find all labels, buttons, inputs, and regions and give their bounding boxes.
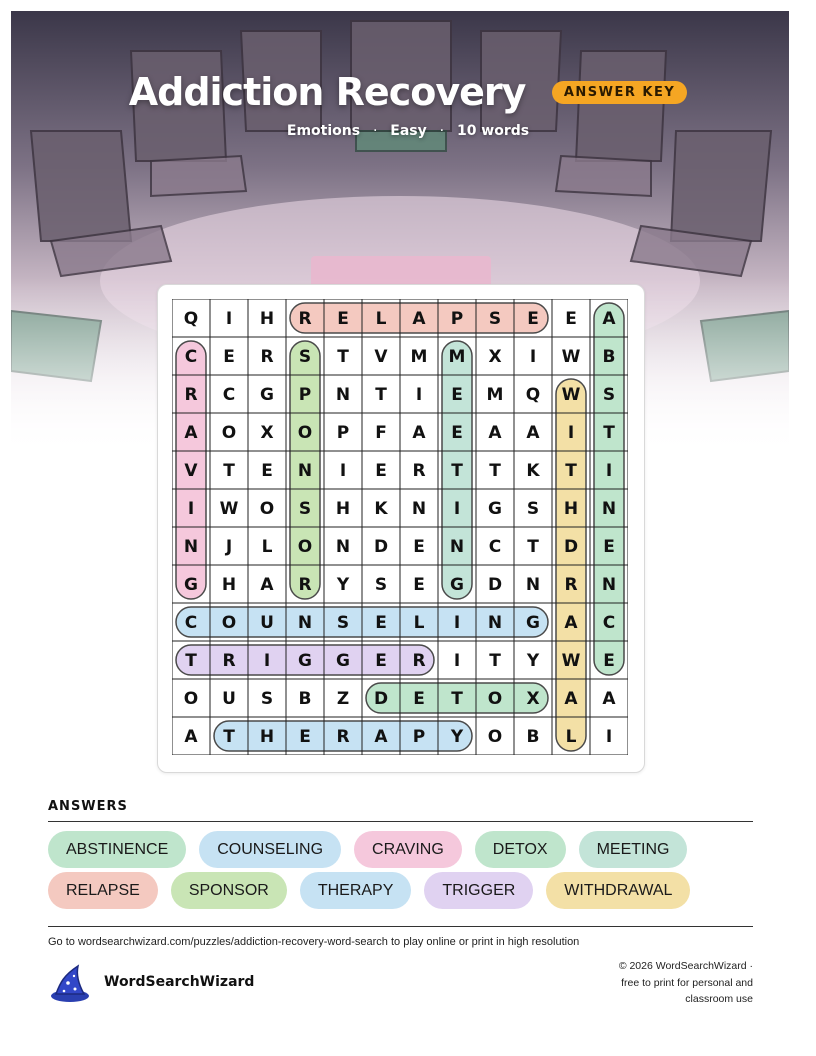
- grid-cell[interactable]: N: [297, 461, 313, 481]
- answer-chip-sponsor: SPONSOR: [171, 872, 287, 909]
- copyright-line: © 2026 WordSearchWizard ·: [618, 960, 753, 972]
- grid-cell[interactable]: R: [184, 385, 198, 405]
- grid-cell[interactable]: T: [185, 651, 197, 671]
- grid-cell[interactable]: S: [260, 689, 274, 709]
- answer-chip-craving: CRAVING: [354, 831, 462, 868]
- grid-cell[interactable]: T: [489, 461, 501, 481]
- grid-cell[interactable]: X: [526, 689, 540, 709]
- grid-cell[interactable]: E: [299, 727, 311, 747]
- answers-divider: [48, 821, 753, 822]
- grid-cell[interactable]: P: [298, 385, 312, 405]
- grid-cell[interactable]: E: [603, 537, 615, 557]
- puzzle-meta: [0, 123, 816, 139]
- grid-cell[interactable]: O: [221, 423, 237, 443]
- grid-cell[interactable]: A: [260, 575, 274, 595]
- grid-cell[interactable]: G: [526, 613, 540, 633]
- grid-cell[interactable]: C: [184, 613, 198, 633]
- grid-cell[interactable]: G: [488, 499, 502, 519]
- grid-cell[interactable]: T: [223, 461, 235, 481]
- grid-cell[interactable]: I: [567, 423, 575, 443]
- grid-cell[interactable]: N: [487, 613, 503, 633]
- grid-cell[interactable]: T: [223, 727, 235, 747]
- grid-cell[interactable]: E: [337, 309, 349, 329]
- grid-cell[interactable]: T: [337, 347, 349, 367]
- grid-cell[interactable]: U: [260, 613, 274, 633]
- grid-cell[interactable]: O: [221, 613, 237, 633]
- grid-cell[interactable]: I: [225, 309, 233, 329]
- grid-cell[interactable]: H: [221, 575, 237, 595]
- grid-cell[interactable]: L: [565, 727, 577, 747]
- grid-cell[interactable]: N: [601, 499, 617, 519]
- grid-cell[interactable]: S: [298, 499, 312, 519]
- grid-cell[interactable]: F: [375, 423, 387, 443]
- grid-cell[interactable]: C: [488, 537, 502, 557]
- grid-cell[interactable]: S: [336, 613, 350, 633]
- copyright: [553, 958, 753, 1008]
- grid-cell[interactable]: L: [261, 537, 273, 557]
- grid-cell[interactable]: N: [525, 575, 541, 595]
- grid-cell[interactable]: R: [412, 651, 426, 671]
- grid-cell[interactable]: T: [451, 461, 463, 481]
- grid-cell[interactable]: A: [602, 309, 616, 329]
- grid-cell[interactable]: D: [373, 689, 389, 709]
- grid-cell[interactable]: E: [451, 423, 463, 443]
- grid-cell[interactable]: G: [298, 651, 312, 671]
- grid-cell[interactable]: R: [564, 575, 578, 595]
- grid-cell[interactable]: O: [183, 689, 199, 709]
- grid-cell[interactable]: I: [263, 651, 271, 671]
- answer-row: [48, 831, 768, 868]
- answer-chip-relapse: RELAPSE: [48, 872, 158, 909]
- grid-cell[interactable]: E: [261, 461, 273, 481]
- title-row: [0, 70, 816, 114]
- grid-cell[interactable]: X: [260, 423, 274, 443]
- grid-cell[interactable]: A: [564, 613, 578, 633]
- grid-cell[interactable]: E: [413, 575, 425, 595]
- grid-cell[interactable]: H: [259, 727, 275, 747]
- grid-cell[interactable]: T: [565, 461, 577, 481]
- grid-cell[interactable]: P: [336, 423, 350, 443]
- grid-cell[interactable]: H: [335, 499, 351, 519]
- grid-cell[interactable]: H: [563, 499, 579, 519]
- grid-cell[interactable]: D: [563, 537, 579, 557]
- grid-cell[interactable]: O: [297, 537, 313, 557]
- grid-cell[interactable]: S: [374, 575, 388, 595]
- grid-cell[interactable]: R: [336, 727, 350, 747]
- grid-cell[interactable]: W: [219, 499, 239, 519]
- copyright-line: classroom use: [685, 993, 753, 1005]
- grid-cell[interactable]: S: [488, 309, 502, 329]
- grid-cell[interactable]: E: [375, 651, 387, 671]
- grid-cell[interactable]: A: [184, 727, 198, 747]
- grid-cell[interactable]: A: [602, 689, 616, 709]
- grid-cell[interactable]: G: [260, 385, 274, 405]
- grid-cell[interactable]: W: [561, 347, 581, 367]
- grid-cell[interactable]: A: [526, 423, 540, 443]
- grid-cell[interactable]: M: [486, 385, 504, 405]
- grid-cell[interactable]: N: [183, 537, 199, 557]
- grid-cell[interactable]: I: [415, 385, 423, 405]
- answers-heading: ANSWERS: [48, 799, 128, 814]
- grid-cell[interactable]: B: [298, 689, 312, 709]
- grid-cell[interactable]: B: [602, 347, 616, 367]
- answer-chip-abstinence: ABSTINENCE: [48, 831, 186, 868]
- grid-cell[interactable]: O: [259, 499, 275, 519]
- grid-cell[interactable]: G: [450, 575, 464, 595]
- grid-cell[interactable]: I: [605, 727, 613, 747]
- grid-cell[interactable]: W: [561, 385, 581, 405]
- grid-cell[interactable]: N: [335, 537, 351, 557]
- grid-cell[interactable]: D: [487, 575, 503, 595]
- grid-cell[interactable]: I: [605, 461, 613, 481]
- brand-name: WordSearchWizard: [104, 974, 255, 990]
- grid-cell[interactable]: Z: [336, 689, 350, 709]
- copyright-line: free to print for personal and: [621, 976, 753, 989]
- grid-cell[interactable]: I: [453, 651, 461, 671]
- grid-cell[interactable]: I: [453, 499, 461, 519]
- grid-cell[interactable]: G: [184, 575, 198, 595]
- grid-cell[interactable]: R: [260, 347, 274, 367]
- grid-cell[interactable]: L: [413, 613, 425, 633]
- meta-separator: ·: [439, 123, 445, 139]
- grid-cell[interactable]: R: [412, 461, 426, 481]
- grid-cell[interactable]: E: [527, 309, 539, 329]
- grid-cell[interactable]: O: [487, 727, 503, 747]
- grid-cell[interactable]: N: [449, 537, 465, 557]
- grid-cell[interactable]: T: [527, 537, 539, 557]
- answer-chip-counseling: COUNSELING: [199, 831, 341, 868]
- footer-url-text: Go to wordsearchwizard.com/puzzles/addiction-recovery-word-search to play online or print in high resolution: [48, 936, 580, 948]
- grid-cell[interactable]: E: [375, 613, 387, 633]
- answer-chip-meeting: MEETING: [579, 831, 688, 868]
- grid-cell[interactable]: E: [375, 461, 387, 481]
- grid-cell[interactable]: E: [223, 347, 235, 367]
- page-title: Addiction Recovery: [128, 70, 526, 114]
- grid-cell[interactable]: A: [184, 423, 198, 443]
- grid-cell[interactable]: C: [184, 347, 198, 367]
- grid-cell[interactable]: Q: [183, 309, 199, 329]
- grid-cell[interactable]: N: [297, 613, 313, 633]
- grid-cell[interactable]: A: [412, 423, 426, 443]
- difficulty-label: Easy: [390, 123, 427, 139]
- grid-cell[interactable]: T: [451, 689, 463, 709]
- footer-divider: [48, 926, 753, 927]
- answer-chip-therapy: THERAPY: [300, 872, 412, 909]
- grid-cell[interactable]: N: [335, 385, 351, 405]
- grid-cell[interactable]: E: [603, 651, 615, 671]
- grid-cell[interactable]: B: [526, 727, 540, 747]
- grid-cell[interactable]: T: [375, 385, 387, 405]
- grid-cell[interactable]: Y: [336, 575, 350, 595]
- answer-list: [48, 831, 768, 913]
- answer-chip-detox: DETOX: [475, 831, 566, 868]
- answer-chip-trigger: TRIGGER: [424, 872, 533, 909]
- grid-cell[interactable]: A: [488, 423, 502, 443]
- grid-cell[interactable]: D: [373, 537, 389, 557]
- grid-cell[interactable]: A: [564, 689, 578, 709]
- grid-cell[interactable]: S: [602, 385, 616, 405]
- grid-cell[interactable]: R: [298, 575, 312, 595]
- grid-cell[interactable]: S: [526, 499, 540, 519]
- grid-cell[interactable]: T: [603, 423, 615, 443]
- grid-cell[interactable]: H: [259, 309, 275, 329]
- grid-cell[interactable]: E: [565, 309, 577, 329]
- grid-cell[interactable]: R: [222, 651, 236, 671]
- grid-cell[interactable]: V: [374, 347, 388, 367]
- grid-cell[interactable]: Y: [526, 651, 540, 671]
- meta-separator: ·: [372, 123, 378, 139]
- grid-cell[interactable]: P: [412, 727, 426, 747]
- grid-cell[interactable]: K: [374, 499, 388, 519]
- grid-cell[interactable]: V: [184, 461, 198, 481]
- grid-cell[interactable]: L: [375, 309, 387, 329]
- grid-cell[interactable]: E: [451, 385, 463, 405]
- grid-cell[interactable]: O: [297, 423, 313, 443]
- grid-cell[interactable]: Q: [525, 385, 541, 405]
- grid-cell[interactable]: C: [602, 613, 616, 633]
- grid-cell[interactable]: R: [298, 309, 312, 329]
- grid-cell[interactable]: Y: [450, 727, 464, 747]
- word-search-grid[interactable]: [172, 299, 628, 755]
- answer-key-badge: ANSWER KEY: [552, 81, 687, 104]
- grid-cell[interactable]: E: [413, 537, 425, 557]
- grid-cell[interactable]: S: [298, 347, 312, 367]
- grid-cell[interactable]: T: [489, 651, 501, 671]
- word-count-label: 10 words: [456, 123, 530, 139]
- grid-cell[interactable]: K: [526, 461, 540, 481]
- grid-cell[interactable]: M: [448, 347, 466, 367]
- grid-cell[interactable]: N: [411, 499, 427, 519]
- grid-cell[interactable]: M: [410, 347, 428, 367]
- grid-cell[interactable]: W: [561, 651, 581, 671]
- wizard-hat-icon: [48, 963, 92, 1007]
- grid-cell[interactable]: A: [412, 309, 426, 329]
- grid-cell[interactable]: X: [488, 347, 502, 367]
- grid-cell[interactable]: N: [601, 575, 617, 595]
- grid-cell[interactable]: G: [336, 651, 350, 671]
- grid-cell[interactable]: J: [225, 537, 233, 557]
- grid-cell[interactable]: I: [187, 499, 195, 519]
- grid-cell[interactable]: U: [222, 689, 236, 709]
- grid-cell[interactable]: I: [453, 613, 461, 633]
- grid-cell[interactable]: A: [374, 727, 388, 747]
- grid-cell[interactable]: C: [222, 385, 236, 405]
- grid-cell[interactable]: O: [487, 689, 503, 709]
- category-label: Emotions: [286, 123, 361, 139]
- grid-cell[interactable]: E: [413, 689, 425, 709]
- answer-chip-withdrawal: WITHDRAWAL: [546, 872, 690, 909]
- grid-cell[interactable]: I: [529, 347, 537, 367]
- answer-row: [48, 872, 768, 909]
- grid-cell[interactable]: I: [339, 461, 347, 481]
- grid-cell[interactable]: P: [450, 309, 464, 329]
